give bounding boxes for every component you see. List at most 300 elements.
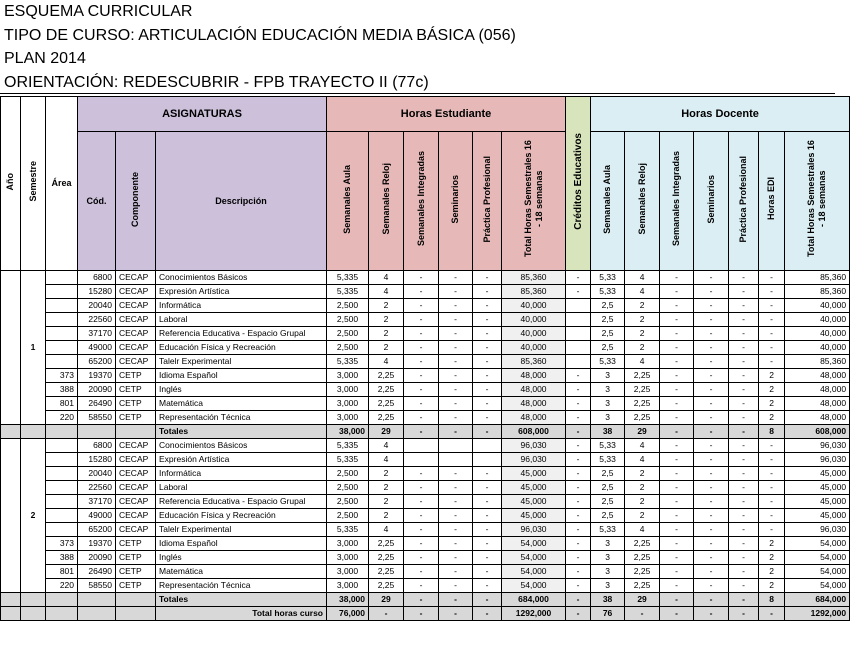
col-semestre: Semestre — [21, 97, 46, 271]
docente-cell: - — [759, 327, 785, 341]
area-cell: 801 — [46, 565, 78, 579]
estudiante-cell: 2,25 — [369, 397, 404, 411]
estudiante-cell: 2 — [369, 299, 404, 313]
grand-total-docente-cell: 76 — [591, 607, 625, 621]
estudiante-cell: - — [404, 481, 439, 495]
componente-cell: CECAP — [116, 481, 156, 495]
table-row — [1, 285, 850, 299]
col-d-seminarios: Seminarios — [694, 132, 729, 271]
descripcion-cell: Idioma Español — [156, 537, 327, 551]
col-d-semanales-aula: Semanales Aula — [591, 132, 625, 271]
docente-cell: 54,000 — [785, 579, 850, 593]
docente-cell: - — [660, 537, 694, 551]
col-d-semanales-integradas: Semanales Integradas — [660, 132, 694, 271]
estudiante-cell: - — [439, 383, 473, 397]
blank-cell — [46, 607, 78, 621]
table-row — [1, 355, 850, 369]
estudiante-cell: 3,000 — [327, 579, 369, 593]
estudiante-cell: - — [404, 285, 439, 299]
totals-docente-cell: - — [660, 593, 694, 607]
docente-cell: - — [759, 341, 785, 355]
estudiante-cell: - — [404, 383, 439, 397]
docente-cell: - — [660, 299, 694, 313]
grand-total-label: Total horas curso — [156, 607, 327, 621]
estudiante-cell: - — [439, 313, 473, 327]
estudiante-cell: 2,25 — [369, 551, 404, 565]
estudiante-cell: 96,030 — [502, 439, 566, 453]
docente-cell: 96,030 — [785, 453, 850, 467]
estudiante-cell: 2,500 — [327, 509, 369, 523]
componente-cell: CETP — [116, 411, 156, 425]
estudiante-cell: - — [404, 495, 439, 509]
docente-cell: 2,25 — [625, 397, 660, 411]
docente-cell: 4 — [625, 523, 660, 537]
docente-cell: - — [729, 467, 759, 481]
area-cell — [46, 327, 78, 341]
docente-cell: - — [729, 481, 759, 495]
totals-creditos-cell: - — [566, 593, 591, 607]
docente-cell: 2 — [625, 299, 660, 313]
totals-row — [1, 425, 850, 439]
cod-cell: 19370 — [78, 537, 116, 551]
cod-cell: 20040 — [78, 299, 116, 313]
estudiante-cell: 2,500 — [327, 481, 369, 495]
totals-label: Totales — [156, 593, 327, 607]
totals-estudiante-cell: - — [404, 425, 439, 439]
totals-estudiante-cell: 38,000 — [327, 593, 369, 607]
docente-cell: 2 — [625, 509, 660, 523]
estudiante-cell: 85,360 — [502, 285, 566, 299]
estudiante-cell: - — [439, 341, 473, 355]
blank-cell — [116, 593, 156, 607]
grand-total-estudiante-cell: - — [473, 607, 502, 621]
estudiante-cell: - — [473, 271, 502, 285]
table-row — [1, 271, 850, 285]
cod-cell: 15280 — [78, 285, 116, 299]
col-e-semanales-aula: Semanales Aula — [327, 132, 369, 271]
creditos-cell: - — [566, 285, 591, 299]
docente-cell: 2 — [759, 551, 785, 565]
area-cell: 220 — [46, 579, 78, 593]
estudiante-cell: - — [473, 313, 502, 327]
table-row — [1, 299, 850, 313]
docente-cell: 40,000 — [785, 327, 850, 341]
estudiante-cell: 2,500 — [327, 341, 369, 355]
estudiante-cell: 2,25 — [369, 383, 404, 397]
docente-cell: 2,5 — [591, 313, 625, 327]
totals-estudiante-cell: - — [473, 425, 502, 439]
col-anio: Año — [1, 97, 21, 271]
docente-cell: 2 — [625, 327, 660, 341]
table-row — [1, 565, 850, 579]
estudiante-cell: 2 — [369, 467, 404, 481]
docente-cell: - — [729, 299, 759, 313]
docente-cell: - — [694, 565, 729, 579]
docente-cell: - — [759, 467, 785, 481]
col-area: Área — [46, 97, 78, 271]
table-row — [1, 341, 850, 355]
descripcion-cell: Talelr Experimental — [156, 355, 327, 369]
totals-docente-cell: 8 — [759, 425, 785, 439]
docente-cell: - — [729, 313, 759, 327]
creditos-cell: - — [566, 397, 591, 411]
docente-cell: - — [660, 551, 694, 565]
blank-cell — [78, 425, 116, 439]
docente-cell: 2,25 — [625, 551, 660, 565]
group-horas-estudiante: Horas Estudiante — [327, 97, 566, 132]
docente-cell: - — [759, 453, 785, 467]
estudiante-cell: - — [473, 579, 502, 593]
docente-cell: 2 — [759, 537, 785, 551]
descripcion-cell: Laboral — [156, 481, 327, 495]
totals-estudiante-cell: - — [439, 425, 473, 439]
creditos-cell: - — [566, 369, 591, 383]
estudiante-cell: - — [473, 355, 502, 369]
cod-cell: 65200 — [78, 523, 116, 537]
docente-cell: 2,25 — [625, 411, 660, 425]
area-cell: 388 — [46, 551, 78, 565]
docente-cell: - — [729, 383, 759, 397]
estudiante-cell: 48,000 — [502, 397, 566, 411]
docente-cell: 96,030 — [785, 439, 850, 453]
creditos-cell — [566, 313, 591, 327]
docente-cell: - — [660, 481, 694, 495]
estudiante-cell: 4 — [369, 439, 404, 453]
plan: PLAN 2014 — [0, 48, 835, 70]
area-cell — [46, 481, 78, 495]
estudiante-cell: 40,000 — [502, 299, 566, 313]
docente-cell: 4 — [625, 285, 660, 299]
componente-cell: CETP — [116, 397, 156, 411]
table-row — [1, 313, 850, 327]
descripcion-cell: Educación Física y Recreación — [156, 341, 327, 355]
componente-cell: CECAP — [116, 271, 156, 285]
docente-cell: 85,360 — [785, 271, 850, 285]
estudiante-cell: 5,335 — [327, 439, 369, 453]
docente-cell: 2 — [625, 495, 660, 509]
estudiante-cell: - — [439, 327, 473, 341]
totals-docente-cell: 38 — [591, 593, 625, 607]
table-row — [1, 397, 850, 411]
docente-cell: - — [660, 369, 694, 383]
docente-cell: 2 — [759, 579, 785, 593]
docente-cell: 2,5 — [591, 327, 625, 341]
estudiante-cell: 3,000 — [327, 397, 369, 411]
docente-cell: 2,25 — [625, 537, 660, 551]
estudiante-cell — [439, 453, 473, 467]
docente-cell: 2 — [759, 565, 785, 579]
group-horas-docente: Horas Docente — [591, 97, 850, 132]
grand-total-estudiante-cell: - — [439, 607, 473, 621]
descripcion-cell: Expresión Artística — [156, 453, 327, 467]
estudiante-cell: - — [439, 495, 473, 509]
descripcion-cell: Referencia Educativa - Espacio Grupal — [156, 327, 327, 341]
col-e-semanales-integradas: Semanales Integradas — [404, 132, 439, 271]
descripcion-cell: Laboral — [156, 313, 327, 327]
orientacion: ORIENTACIÓN: REDESCUBRIR - FPB TRAYECTO II (77c) — [0, 72, 835, 94]
docente-cell: 2 — [625, 313, 660, 327]
area-cell — [46, 341, 78, 355]
estudiante-cell: - — [404, 341, 439, 355]
estudiante-cell: - — [404, 397, 439, 411]
estudiante-cell: 85,360 — [502, 271, 566, 285]
table-row — [1, 383, 850, 397]
col-d-semanales-reloj: Semanales Reloj — [625, 132, 660, 271]
estudiante-cell: 4 — [369, 355, 404, 369]
estudiante-cell — [473, 439, 502, 453]
estudiante-cell: - — [404, 579, 439, 593]
table-row — [1, 579, 850, 593]
estudiante-cell: 2 — [369, 481, 404, 495]
area-cell: 373 — [46, 537, 78, 551]
estudiante-cell: 45,000 — [502, 481, 566, 495]
totals-docente-cell: 29 — [625, 593, 660, 607]
estudiante-cell: 5,335 — [327, 271, 369, 285]
docente-cell: - — [660, 341, 694, 355]
docente-cell: - — [759, 271, 785, 285]
tipo-de-curso: TIPO DE CURSO: ARTICULACIÓN EDUCACIÓN MEDIA BÁSICA (056) — [0, 25, 835, 47]
estudiante-cell: 4 — [369, 285, 404, 299]
estudiante-cell: - — [404, 313, 439, 327]
docente-cell: 2,5 — [591, 467, 625, 481]
docente-cell: - — [660, 397, 694, 411]
docente-cell: 3 — [591, 411, 625, 425]
totals-docente-cell: - — [729, 593, 759, 607]
estudiante-cell: - — [439, 579, 473, 593]
docente-cell: 2,5 — [591, 495, 625, 509]
estudiante-cell: - — [439, 271, 473, 285]
docente-cell: - — [729, 579, 759, 593]
descripcion-cell: Representación Técnica — [156, 579, 327, 593]
estudiante-cell: 2,25 — [369, 411, 404, 425]
estudiante-cell: 2,25 — [369, 565, 404, 579]
creditos-cell — [566, 341, 591, 355]
docente-cell: - — [694, 313, 729, 327]
estudiante-cell: 54,000 — [502, 551, 566, 565]
col-cod: Cód. — [78, 132, 116, 271]
componente-cell: CETP — [116, 551, 156, 565]
estudiante-cell: 40,000 — [502, 327, 566, 341]
estudiante-cell: - — [473, 523, 502, 537]
componente-cell: CECAP — [116, 509, 156, 523]
area-cell — [46, 509, 78, 523]
area-cell — [46, 439, 78, 453]
grand-total-docente-cell: - — [625, 607, 660, 621]
totals-estudiante-cell: - — [404, 593, 439, 607]
title-esquema: ESQUEMA CURRICULAR — [0, 1, 835, 23]
table-row — [1, 551, 850, 565]
docente-cell: - — [694, 453, 729, 467]
anio-cell — [1, 439, 21, 593]
estudiante-cell: 4 — [369, 271, 404, 285]
docente-cell: 5,33 — [591, 271, 625, 285]
estudiante-cell: - — [404, 411, 439, 425]
blank-cell — [21, 607, 46, 621]
estudiante-cell: 45,000 — [502, 467, 566, 481]
estudiante-cell: - — [439, 565, 473, 579]
docente-cell: 48,000 — [785, 411, 850, 425]
estudiante-cell: 2,500 — [327, 467, 369, 481]
docente-cell: - — [759, 481, 785, 495]
docente-cell: 2,5 — [591, 299, 625, 313]
docente-cell: - — [660, 565, 694, 579]
column-header-row — [1, 132, 850, 271]
area-cell — [46, 453, 78, 467]
docente-cell: - — [694, 285, 729, 299]
estudiante-cell: - — [404, 369, 439, 383]
docente-cell: - — [694, 579, 729, 593]
table-row — [1, 523, 850, 537]
docente-cell: - — [660, 439, 694, 453]
docente-cell: 3 — [591, 551, 625, 565]
area-cell: 373 — [46, 369, 78, 383]
area-cell — [46, 313, 78, 327]
estudiante-cell: - — [439, 551, 473, 565]
docente-cell: 96,030 — [785, 523, 850, 537]
estudiante-cell: 40,000 — [502, 341, 566, 355]
estudiante-cell: - — [473, 509, 502, 523]
estudiante-cell: - — [439, 467, 473, 481]
cod-cell: 6800 — [78, 271, 116, 285]
componente-cell: CECAP — [116, 439, 156, 453]
estudiante-cell — [439, 439, 473, 453]
docente-cell: - — [694, 537, 729, 551]
totals-docente-cell: 684,000 — [785, 593, 850, 607]
descripcion-cell: Conocimientos Básicos — [156, 271, 327, 285]
docente-cell: - — [694, 509, 729, 523]
creditos-cell: - — [566, 383, 591, 397]
totals-docente-cell: 29 — [625, 425, 660, 439]
totals-docente-cell: 8 — [759, 593, 785, 607]
docente-cell: - — [660, 327, 694, 341]
estudiante-cell: 48,000 — [502, 383, 566, 397]
col-e-total: Total Horas Semestrales 16 - 18 semanas — [502, 132, 566, 271]
componente-cell: CETP — [116, 579, 156, 593]
componente-cell: CECAP — [116, 299, 156, 313]
grand-total-docente-cell: 1292,000 — [785, 607, 850, 621]
estudiante-cell — [404, 453, 439, 467]
docente-cell: - — [694, 355, 729, 369]
estudiante-cell: - — [404, 537, 439, 551]
totals-docente-cell: - — [694, 593, 729, 607]
docente-cell: - — [660, 313, 694, 327]
docente-cell: 40,000 — [785, 341, 850, 355]
table-row — [1, 537, 850, 551]
estudiante-cell: 96,030 — [502, 453, 566, 467]
componente-cell: CECAP — [116, 355, 156, 369]
estudiante-cell: - — [473, 551, 502, 565]
docente-cell: 54,000 — [785, 551, 850, 565]
descripcion-cell: Matemática — [156, 565, 327, 579]
docente-cell: 85,360 — [785, 285, 850, 299]
docente-cell: 2 — [625, 467, 660, 481]
cod-cell: 22560 — [78, 481, 116, 495]
docente-cell: - — [660, 285, 694, 299]
docente-cell: - — [694, 523, 729, 537]
estudiante-cell: 2,500 — [327, 299, 369, 313]
docente-cell: - — [759, 509, 785, 523]
docente-cell: 2 — [759, 397, 785, 411]
creditos-cell — [566, 327, 591, 341]
componente-cell: CECAP — [116, 467, 156, 481]
descripcion-cell: Matemática — [156, 397, 327, 411]
estudiante-cell: - — [439, 411, 473, 425]
docente-cell: - — [694, 271, 729, 285]
blank-cell — [78, 607, 116, 621]
cod-cell: 37170 — [78, 495, 116, 509]
estudiante-cell: 96,030 — [502, 523, 566, 537]
docente-cell: 2,25 — [625, 579, 660, 593]
estudiante-cell: 5,335 — [327, 453, 369, 467]
estudiante-cell: - — [473, 467, 502, 481]
creditos-cell: - — [566, 439, 591, 453]
docente-cell: - — [759, 523, 785, 537]
estudiante-cell: - — [473, 341, 502, 355]
estudiante-cell: - — [404, 299, 439, 313]
estudiante-cell: 85,360 — [502, 355, 566, 369]
semestre-label: 2 — [21, 439, 46, 593]
estudiante-cell: - — [439, 537, 473, 551]
estudiante-cell: 3,000 — [327, 537, 369, 551]
docente-cell: 5,33 — [591, 523, 625, 537]
docente-cell: 45,000 — [785, 495, 850, 509]
docente-cell: 48,000 — [785, 369, 850, 383]
estudiante-cell: - — [404, 551, 439, 565]
curriculum-table — [0, 96, 850, 621]
totals-docente-cell: 38 — [591, 425, 625, 439]
totals-estudiante-cell: 29 — [369, 425, 404, 439]
area-cell: 801 — [46, 397, 78, 411]
docente-cell: 3 — [591, 565, 625, 579]
docente-cell: - — [660, 467, 694, 481]
docente-cell: - — [729, 411, 759, 425]
estudiante-cell: 2,25 — [369, 369, 404, 383]
descripcion-cell: Representación Técnica — [156, 411, 327, 425]
docente-cell: 2,25 — [625, 383, 660, 397]
estudiante-cell: - — [404, 355, 439, 369]
docente-cell: 85,360 — [785, 355, 850, 369]
estudiante-cell: 5,335 — [327, 355, 369, 369]
descripcion-cell: Referencia Educativa - Espacio Grupal — [156, 495, 327, 509]
grand-total-docente-cell: - — [759, 607, 785, 621]
docente-cell: - — [729, 271, 759, 285]
col-d-total: Total Horas Semestrales 16 - 18 semanas — [785, 132, 850, 271]
docente-cell: 5,33 — [591, 355, 625, 369]
estudiante-cell: - — [439, 355, 473, 369]
estudiante-cell: 2,25 — [369, 537, 404, 551]
docente-cell: 45,000 — [785, 467, 850, 481]
grand-total-docente-cell: - — [729, 607, 759, 621]
docente-cell: - — [660, 495, 694, 509]
totals-docente-cell: 608,000 — [785, 425, 850, 439]
grand-total-estudiante-cell: - — [404, 607, 439, 621]
docente-cell: - — [759, 495, 785, 509]
docente-cell: - — [660, 579, 694, 593]
table-row — [1, 509, 850, 523]
blank-cell — [1, 425, 21, 439]
col-d-horas-edi: Horas EDI — [759, 132, 785, 271]
area-cell — [46, 271, 78, 285]
creditos-cell: - — [566, 453, 591, 467]
creditos-cell: - — [566, 481, 591, 495]
estudiante-cell: - — [473, 327, 502, 341]
totals-estudiante-cell: 684,000 — [502, 593, 566, 607]
docente-cell: - — [729, 537, 759, 551]
docente-cell: 5,33 — [591, 285, 625, 299]
estudiante-cell: - — [473, 565, 502, 579]
col-descripcion: Descripción — [156, 132, 327, 271]
area-cell: 388 — [46, 383, 78, 397]
